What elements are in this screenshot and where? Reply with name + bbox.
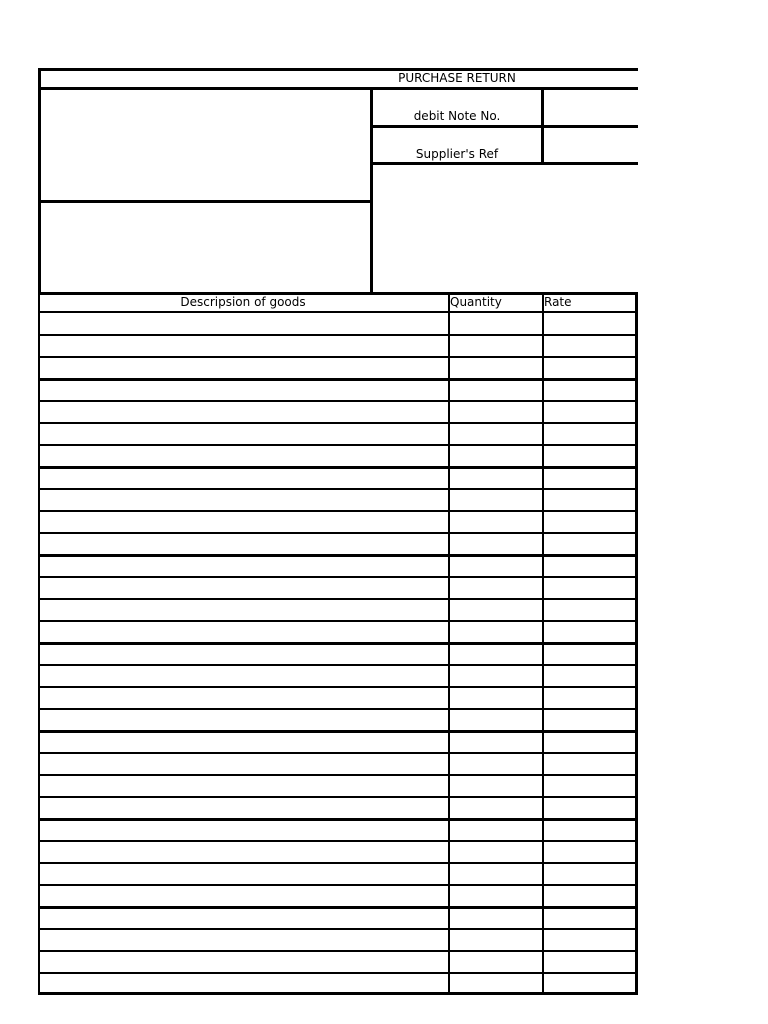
row-divider — [38, 576, 638, 578]
row-divider — [38, 466, 638, 469]
row-divider — [38, 730, 638, 733]
row-divider — [38, 400, 638, 402]
row-divider — [38, 928, 638, 930]
row-divider — [38, 950, 638, 952]
seller-address-box[interactable] — [41, 90, 370, 200]
row-divider — [38, 664, 638, 666]
column-header-description: Descripsion of goods — [180, 295, 306, 309]
row-divider — [38, 796, 638, 798]
table-header-bottom-border — [38, 311, 638, 313]
row-divider — [38, 642, 638, 645]
column-header-quantity: Quantity — [450, 295, 502, 309]
row-divider — [38, 818, 638, 821]
row-divider — [38, 906, 638, 909]
row-divider — [38, 884, 638, 886]
row-divider — [38, 444, 638, 446]
row-divider — [38, 334, 638, 336]
row-divider — [38, 378, 638, 381]
row-divider — [38, 972, 638, 974]
header-top-border — [38, 68, 638, 71]
row-divider — [38, 532, 638, 534]
row-divider — [38, 554, 638, 557]
row-divider — [38, 488, 638, 490]
debit-note-label: debit Note No. — [413, 109, 501, 123]
row-divider — [38, 840, 638, 842]
supplier-ref-bottom-border — [371, 162, 638, 165]
row-divider — [38, 708, 638, 710]
debit-note-bottom-border — [371, 125, 638, 128]
row-divider — [38, 752, 638, 754]
column-header-rate: Rate — [544, 295, 572, 309]
row-divider — [38, 598, 638, 600]
row-divider — [38, 510, 638, 512]
buyer-address-box[interactable] — [41, 203, 370, 293]
row-divider — [38, 774, 638, 776]
row-divider — [38, 992, 638, 995]
row-divider — [38, 422, 638, 424]
row-divider — [38, 356, 638, 358]
row-divider — [38, 686, 638, 688]
row-divider — [38, 620, 638, 622]
form-title: PURCHASE RETURN — [398, 71, 516, 85]
row-divider — [38, 862, 638, 864]
supplier-ref-label: Supplier's Ref — [415, 147, 499, 161]
